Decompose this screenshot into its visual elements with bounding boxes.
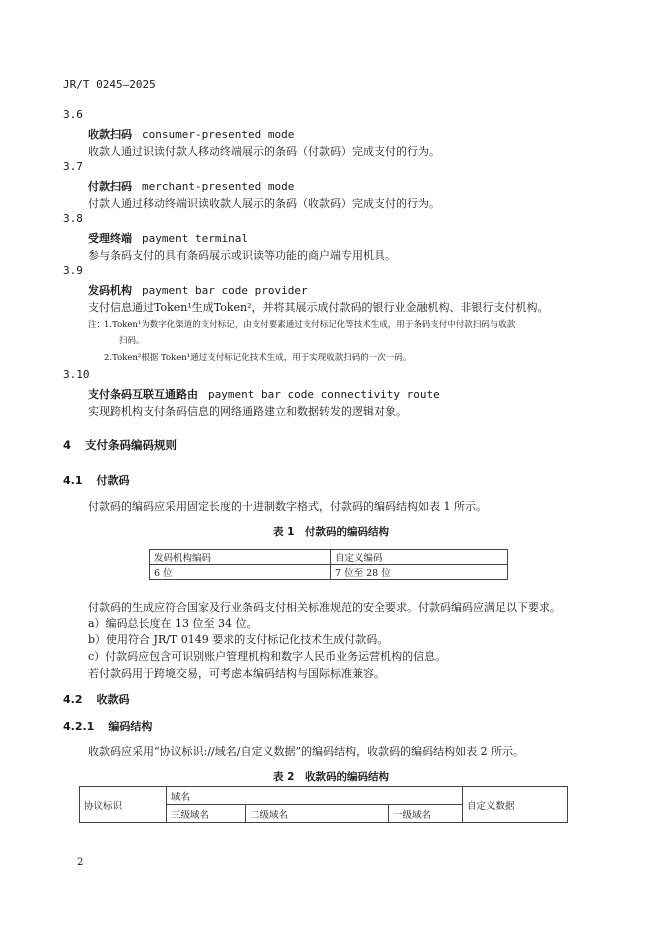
term-number: 3.10: [63, 368, 90, 381]
term-zh: 受理终端: [88, 232, 132, 245]
table-cell: 7 位至 28 位: [331, 565, 508, 580]
term-definition: 付款人通过移动终端识读收款人展示的条码（收款码）完成支付的行为。: [88, 197, 440, 210]
paragraph: 付款码的生成应符合国家及行业条码支付相关标准规范的安全要求。付款码编码应满足以下要求。: [88, 601, 561, 614]
term-number: 3.6: [63, 108, 83, 121]
term-en: payment bar code connectivity route: [208, 388, 440, 401]
term-en: consumer-presented mode: [142, 128, 295, 141]
term-en: payment bar code provider: [142, 284, 308, 297]
term-definition: 实现跨机构支付条码信息的网络通路建立和数据转发的逻辑对象。: [88, 405, 407, 418]
note-1-continued: 扫码。: [119, 336, 145, 346]
table-header-cell: 发码机构编码: [150, 550, 331, 565]
table-row: [150, 565, 508, 580]
table-cell: 6 位: [150, 565, 331, 580]
term-heading: [88, 282, 308, 298]
term-en: merchant-presented mode: [142, 180, 295, 193]
table-cell: 域名: [167, 787, 463, 805]
page-number: 2: [77, 857, 84, 868]
list-item: a）编码总长度在 13 位至 34 位。: [88, 617, 258, 630]
term-heading: [88, 230, 248, 246]
section-number: 4.2: [63, 693, 83, 706]
table-caption: 表 2 收款码的编码结构: [273, 771, 389, 783]
payment-code-table: [149, 549, 508, 580]
list-item: b）使用符合 JR/T 0149 要求的支付标记化技术生成付款码。: [88, 633, 389, 646]
subsection-heading: [63, 472, 130, 488]
receiving-code-table: [79, 786, 568, 823]
table-cell: 二级域名: [246, 805, 389, 823]
table-cell: 自定义数据: [463, 787, 568, 823]
paragraph: 收款码应采用“协议标识://域名/自定义数据”的编码结构，收款码的编码结构如表 2 所示。: [88, 745, 525, 758]
table-caption: 表 1 付款码的编码结构: [273, 526, 389, 538]
section-number: 4.1: [63, 474, 83, 487]
subsection-heading: [63, 718, 152, 734]
section-title: 付款码: [96, 474, 130, 487]
term-zh: 收款扫码: [88, 128, 132, 141]
note-2: 2.Token²根据 Token¹通过支付标记化技术生成，用于实现收款扫码的一次一码。: [104, 353, 412, 363]
note-label: 注：: [88, 320, 106, 330]
term-heading: [88, 386, 440, 402]
table-cell: 协议标识: [80, 787, 167, 823]
term-definition: 收款人通过识读付款人移动终端展示的条码（付款码）完成支付的行为。: [88, 145, 440, 158]
subsection-heading: [63, 691, 130, 707]
term-heading: [88, 178, 294, 194]
paragraph: 若付款码用于跨境交易，可考虑本编码结构与国际标准兼容。: [88, 667, 385, 680]
section-title: 支付条码编码规则: [85, 438, 178, 452]
list-item: c）付款码应包含可识别账户管理机构和数字人民币业务运营机构的信息。: [88, 650, 447, 663]
section-heading: [63, 437, 177, 453]
section-number: 4.2.1: [63, 720, 95, 733]
term-definition: 参与条码支付的具有条码展示或识读等功能的商户端专用机具。: [88, 249, 396, 262]
term-number: 3.7: [63, 160, 83, 173]
note-1: 1.Token¹为数字化渠道的支付标记，由支付要素通过支付标记化等技术生成，用于条码支付中付款扫码与收款: [104, 320, 516, 330]
term-zh: 支付条码互联互通路由: [88, 388, 198, 401]
document-id: JR/T 0245—2025: [63, 78, 156, 91]
term-number: 3.9: [63, 264, 83, 277]
table-cell: 一级域名: [389, 805, 463, 823]
table-row: [150, 550, 508, 565]
term-en: payment terminal: [142, 232, 248, 245]
term-zh: 发码机构: [88, 284, 132, 297]
section-title: 收款码: [96, 693, 130, 706]
table-cell: 三级域名: [167, 805, 246, 823]
term-number: 3.8: [63, 212, 83, 225]
section-number: 4: [63, 438, 72, 452]
section-title: 编码结构: [108, 720, 153, 733]
paragraph: 付款码的编码应采用固定长度的十进制数字格式，付款码的编码结构如表 1 所示。: [88, 500, 487, 513]
term-heading: [88, 126, 294, 142]
table-row: [80, 787, 568, 805]
term-zh: 付款扫码: [88, 180, 132, 193]
table-header-cell: 自定义编码: [331, 550, 508, 565]
term-definition: 支付信息通过Token¹生成Token²，并将其展示成付款码的银行业金融机构、非银行支付机构。: [88, 301, 549, 314]
